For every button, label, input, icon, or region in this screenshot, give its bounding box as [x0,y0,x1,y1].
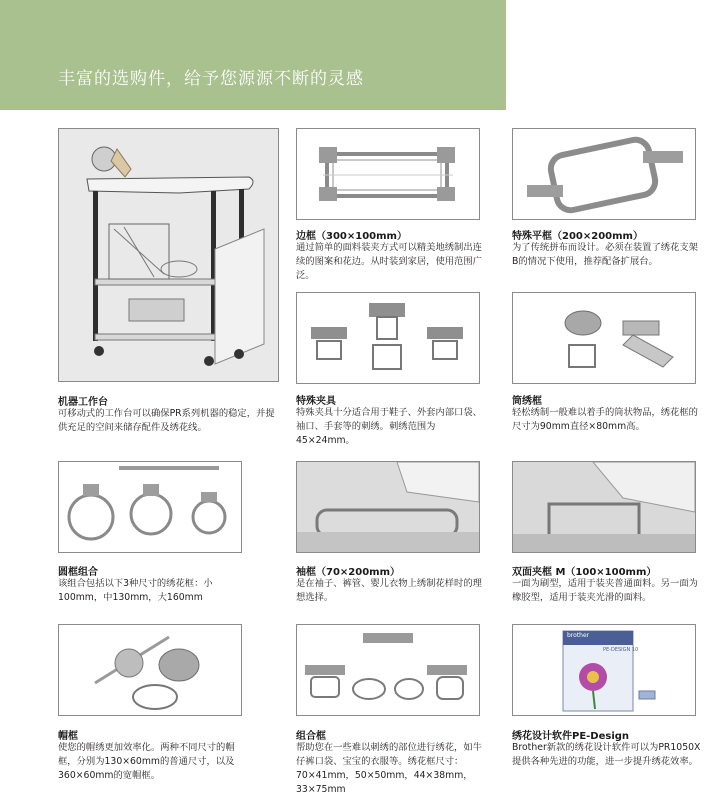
border-frame-title: 边框（300×100mm） [296,231,407,242]
special-clamp-photo [296,292,480,384]
pe-design-desc: Brother新款的绣花设计软件可以为PR1050X提供各种先进的功能，进一步提升绣花效率。 [512,742,701,767]
special-flat-frame-desc: 为了传统拼布而设计。必须在装置了绣花支架B的情况下使用，推荐配备扩展台。 [512,242,698,267]
sleeve-frame-title: 袖框（70×200mm） [296,567,401,578]
round-frame-set-desc: 该组合包括以下3种尺寸的绣花框：小100mm，中130mm，大160mm [58,578,213,603]
cylinder-frame-desc: 轻松绣制一般难以着手的筒状物品，绣花框的尺寸为90mm直径×80mm高。 [512,407,698,432]
special-flat-frame-photo [512,128,696,220]
sleeve-frame-desc: 是在袖子、裤管、婴儿衣物上绣制花样时的理想选择。 [296,578,482,603]
double-clamp-frame-desc: 一面为刷型，适用于装夹普通面料。另一面为橡胶型，适用于装夹光滑的面料。 [512,578,698,603]
sleeve-frame-photo [296,461,480,553]
header-banner [0,0,506,110]
border-frame-desc: 通过简单的面料装夹方式可以精美地绣制出连续的图案和花边。从时装到家居，使用范围广泛。 [296,242,482,281]
cylinder-frame-title: 筒绣框 [512,396,542,407]
double-clamp-frame-title: 双面夹框 M（100×100mm） [512,567,657,578]
cap-frame-desc: 使您的帽绣更加效率化。两种不同尺寸的帽框，分别为130×60mm的普通尺寸，以及360×60mm的宽帽框。 [58,742,235,781]
pe-design-photo [512,624,696,716]
special-clamp-title: 特殊夹具 [296,396,336,407]
combo-frame-photo [296,624,480,716]
workstation-desc: 可移动式的工作台可以确保PR系列机器的稳定，并提供充足的空间来储存配件及绣花线。 [58,408,275,433]
double-clamp-frame-photo [512,461,696,553]
special-clamp-desc: 特殊夹具十分适合用于鞋子、外套内部口袋、袖口、手套等的刺绣。刺绣范围为45×24mm。 [296,407,482,446]
software-box-label: PE-DESIGN 10 [603,647,639,653]
pe-design-title: 绣花设计软件PE-Design [512,731,630,742]
cylinder-frame-photo [512,292,696,384]
cap-frame-photo [58,624,242,716]
workstation-title: 机器工作台 [58,397,108,408]
round-frame-set-photo [58,461,242,553]
special-flat-frame-title: 特殊平框（200×200mm） [512,231,643,242]
workstation-photo [58,128,279,382]
software-box-brand: brother [567,632,590,639]
cap-frame-title: 帽框 [58,731,78,742]
combo-frame-desc: 帮助您在一些难以刺绣的部位进行绣花，如牛仔裤口袋、宝宝的衣服等。绣花框尺寸：70×41mm，50×50mm，44×38mm，33×75mm [296,742,482,795]
banner-title: 丰富的选购件，给予您源源不断的灵感 [58,69,364,89]
border-frame-photo [296,128,480,220]
combo-frame-title: 组合框 [296,731,326,742]
round-frame-set-title: 圆框组合 [58,567,98,578]
